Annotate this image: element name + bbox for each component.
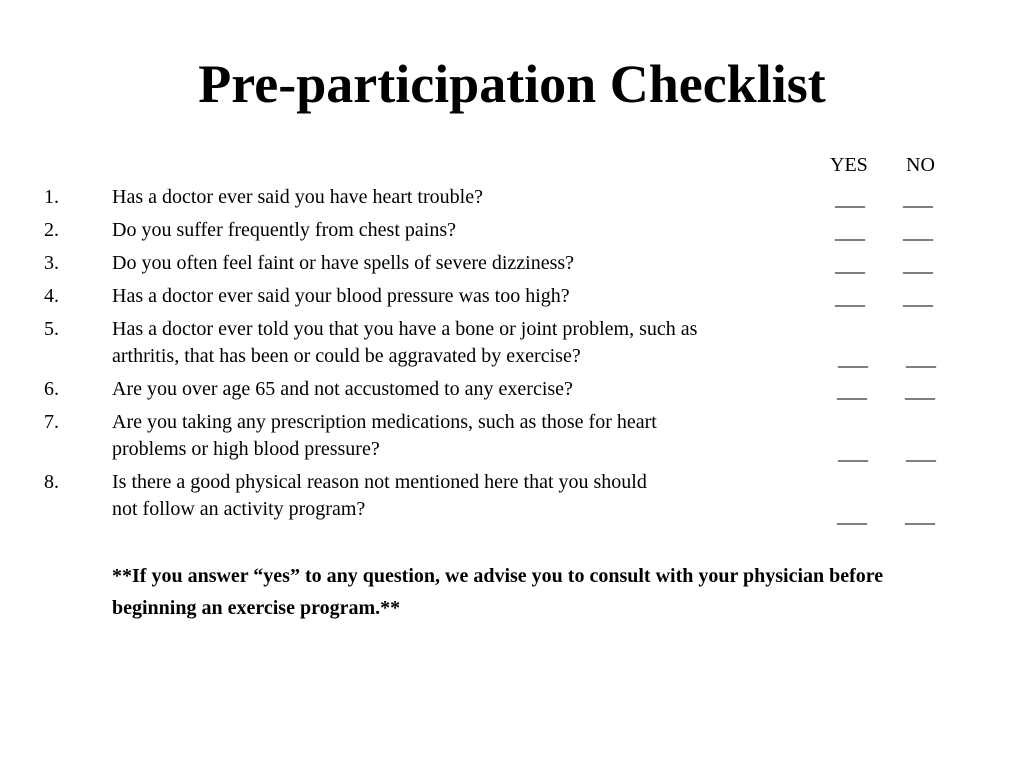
yes-answer-blank[interactable]: ___ xyxy=(835,254,865,276)
question-number: 6. xyxy=(44,378,59,400)
no-answer-blank[interactable]: ___ xyxy=(903,254,933,276)
physician-advisory-note: **If you answer “yes” to any question, we advise you to consult with your physician before beginning an exercise program.** xyxy=(112,565,884,619)
no-answer-blank[interactable]: ___ xyxy=(903,188,933,210)
question-number: 4. xyxy=(44,285,59,307)
question-text: Has a doctor ever said your blood pressure was too high? xyxy=(112,285,570,307)
yes-answer-blank[interactable]: ___ xyxy=(837,505,867,527)
question-text: Do you suffer frequently from chest pains? xyxy=(112,219,456,241)
yes-answer-blank[interactable]: ___ xyxy=(835,188,865,210)
yes-answer-blank[interactable]: ___ xyxy=(838,348,868,370)
no-answer-blank[interactable]: ___ xyxy=(905,505,935,527)
yes-answer-blank[interactable]: ___ xyxy=(837,380,867,402)
no-answer-blank[interactable]: ___ xyxy=(906,348,936,370)
yes-answer-blank[interactable]: ___ xyxy=(838,442,868,464)
column-header-no: NO xyxy=(906,154,935,176)
question-number: 5. xyxy=(44,318,59,340)
no-answer-blank[interactable]: ___ xyxy=(906,442,936,464)
question-number: 3. xyxy=(44,252,59,274)
question-text: Do you often feel faint or have spells of severe dizziness? xyxy=(112,252,575,274)
no-answer-blank[interactable]: ___ xyxy=(905,380,935,402)
yes-answer-blank[interactable]: ___ xyxy=(835,221,865,243)
question-text: Has a doctor ever told you that you have a bone or joint problem, such as arthritis, that has been or could be aggravated by exercise? xyxy=(112,318,698,367)
question-text: Has a doctor ever said you have heart trouble? xyxy=(112,186,483,208)
question-text: Is there a good physical reason not mentioned here that you should not follow an activity program? xyxy=(112,471,647,520)
question-number: 2. xyxy=(44,219,59,241)
page-title: Pre-participation Checklist xyxy=(198,54,826,114)
column-header-yes: YES xyxy=(830,154,868,176)
yes-answer-blank[interactable]: ___ xyxy=(835,287,865,309)
no-answer-blank[interactable]: ___ xyxy=(903,287,933,309)
question-number: 8. xyxy=(44,471,59,493)
question-text: Are you taking any prescription medications, such as those for heart problems or high blood pressure? xyxy=(112,411,657,460)
no-answer-blank[interactable]: ___ xyxy=(903,221,933,243)
question-number: 7. xyxy=(44,411,59,433)
question-text: Are you over age 65 and not accustomed to any exercise? xyxy=(112,378,573,400)
question-number: 1. xyxy=(44,186,59,208)
